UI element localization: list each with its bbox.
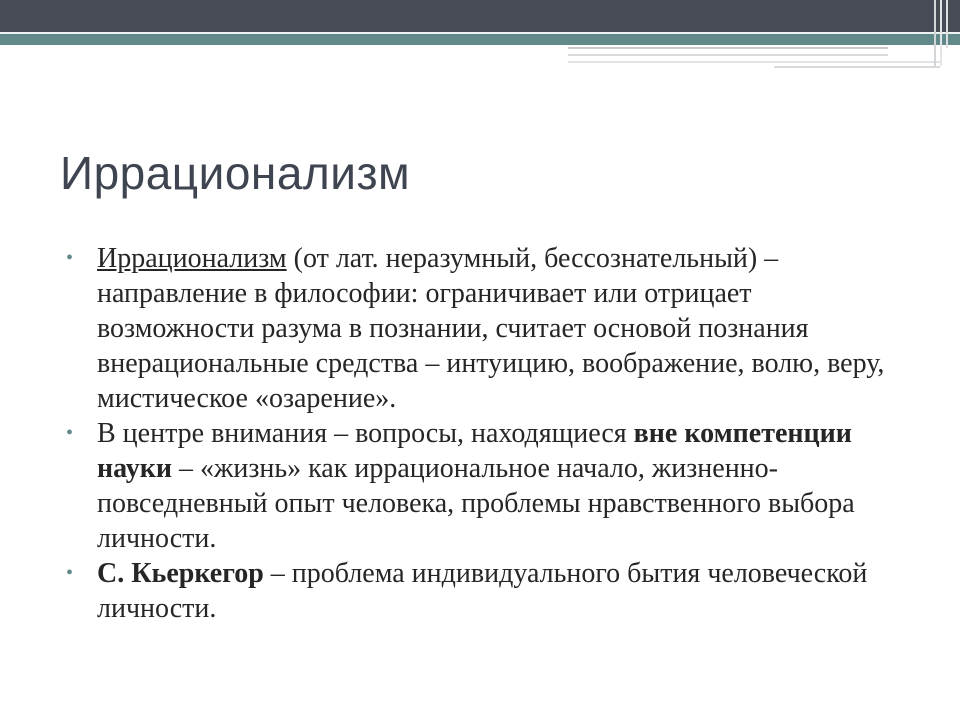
header-divider-line <box>0 32 960 34</box>
definition-text: (от лат. неразумный, бессознательный) – направление в философии: ограничивает или отрицает возможности разума в познании, считает основой познания внерациональные средства – интуицию, воображение, волю, веру, мистическое «озарение». <box>97 243 885 414</box>
bullet-item-focus <box>66 416 886 556</box>
term-irrationalism: Иррационализм <box>97 243 287 274</box>
decorative-line <box>568 54 888 56</box>
bullet-item-kierkegaard <box>66 556 886 626</box>
decorative-line <box>568 61 940 63</box>
decorative-vertical-line <box>940 0 942 66</box>
focus-text-after: – «жизнь» как иррациональное начало, жизненно-повседневный опыт человека, проблемы нравственного выбора личности. <box>97 453 855 554</box>
decorative-line <box>774 66 940 68</box>
decorative-line <box>568 47 888 49</box>
bullet-list <box>66 241 886 626</box>
slide-title: Иррационализм <box>60 147 411 199</box>
kierkegaard-text: – проблема индивидуального бытия человеческой личности. <box>97 558 868 624</box>
kierkegaard-name: С. Кьеркегор <box>97 558 264 589</box>
bullet-icon: • <box>66 422 74 444</box>
bullet-icon: • <box>66 247 74 269</box>
decorative-vertical-line <box>946 0 948 48</box>
bullet-icon: • <box>66 562 74 584</box>
bullet-item-definition <box>66 241 886 416</box>
focus-bold-phrase: вне компетенции науки <box>97 418 852 484</box>
header-band-dark <box>0 0 960 32</box>
decorative-vertical-line <box>934 0 936 66</box>
focus-text-before: В центре внимания – вопросы, находящиеся <box>97 418 634 449</box>
